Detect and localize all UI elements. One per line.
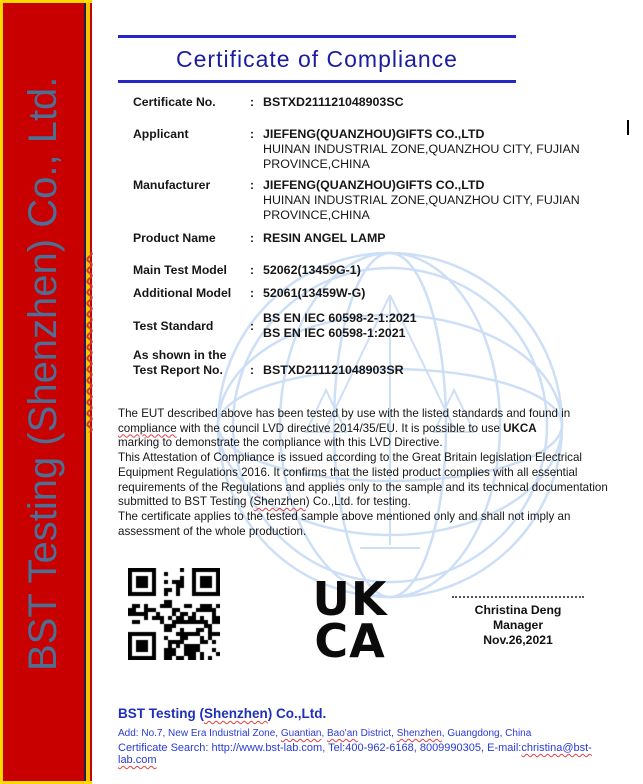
- text-segment: ) Co.,Ltd.: [267, 706, 327, 721]
- footer: [118, 706, 628, 766]
- field-label: Certificate No.: [133, 95, 216, 109]
- text-segment: Shenzhen: [21, 252, 65, 433]
- paragraph-line: [118, 422, 633, 437]
- paragraph-line: [118, 466, 633, 481]
- field-value-line: [263, 157, 580, 172]
- text-segment: Equipment Regulations 2016. It confirms that the listed product complies with all essential: [118, 465, 578, 479]
- text-segment: christina@bst-lab.com: [118, 742, 592, 766]
- text-segment: Certificate Search: http://www.bst-lab.com, Tel:400-962-6168, 8009990305, E-mail:: [118, 742, 522, 754]
- field-label: Test Standard: [133, 318, 214, 333]
- paragraph-line: [118, 495, 633, 510]
- field-value: [263, 178, 580, 223]
- text-segment: Add: No.7, New Era Industrial Zone,: [118, 728, 281, 739]
- footer-contact-line: [118, 742, 628, 766]
- field-row: [133, 178, 638, 223]
- field-row: [133, 231, 638, 246]
- paragraph-line: [118, 436, 633, 451]
- field-colon: :: [250, 127, 255, 141]
- field-row: [133, 95, 638, 110]
- text-segment: with the council LVD directive 2014/35/EU. It is possible to use: [176, 421, 504, 435]
- field-row: [133, 311, 638, 341]
- text-segment: UKCA: [503, 421, 537, 435]
- field-value-line: [263, 178, 580, 193]
- text-segment: The certificate applies to the tested sample above mentioned only and shall not imply an: [118, 509, 571, 523]
- signature-block: [452, 596, 584, 648]
- text-segment: District,: [357, 728, 397, 739]
- qr-code: [128, 568, 220, 660]
- text-segment: compliance: [118, 421, 177, 435]
- text-segment: ) Co.,Ltd. for testing.: [305, 495, 411, 509]
- text-segment: assessment of the whole production.: [118, 524, 307, 538]
- text-segment: This Attestation of Compliance is issued according to the Great Britain legislation Electrical: [118, 451, 582, 465]
- signer-title: Manager: [492, 618, 544, 632]
- field-label: Main Test Model: [133, 263, 227, 277]
- text-segment: RESIN ANGEL LAMP: [263, 231, 386, 245]
- field-value-line: [263, 231, 386, 246]
- text-segment: Shenzhen: [204, 706, 268, 721]
- text-segment: marking to demonstrate the compliance with this LVD Directive.: [118, 436, 443, 450]
- statement-paragraph: [118, 407, 633, 539]
- text-segment: Shenzhen: [253, 495, 306, 509]
- footer-address: [118, 728, 628, 739]
- text-segment: PROVINCE,CHINA: [263, 208, 370, 222]
- field-colon: :: [250, 286, 255, 300]
- field-value: [263, 127, 580, 172]
- field-label: Additional Model: [133, 286, 232, 300]
- certificate-fields: [133, 95, 638, 378]
- paragraph-line: [118, 451, 633, 466]
- field-value: [263, 231, 386, 246]
- paragraph-line: [118, 510, 633, 525]
- text-cursor: [627, 120, 629, 135]
- text-segment: BSTXD211121048903SR: [263, 363, 404, 377]
- field-value-line: [263, 95, 404, 110]
- text-segment: requirements of the Regulations and applies only to the sample and its technical documentation: [118, 480, 608, 494]
- field-value: [263, 363, 404, 378]
- field-value-line: [263, 263, 361, 278]
- text-segment: BS EN IEC 60598-2-1:2021: [263, 311, 417, 325]
- signature-date: Nov.26,2021: [483, 633, 553, 647]
- field-colon: :: [250, 263, 255, 277]
- field-label: Product Name: [133, 231, 216, 245]
- top-rule: [118, 35, 516, 38]
- ukca-mark: [306, 572, 394, 668]
- field-row: [133, 127, 638, 172]
- text-segment: Bao'an: [327, 728, 358, 739]
- field-label: Applicant: [133, 127, 189, 141]
- text-segment: , Guangdong, China: [441, 728, 532, 739]
- signature-dotted-line: [452, 596, 584, 598]
- text-segment: HUINAN INDUSTRIAL ZONE,QUANZHOU CITY, FUJIAN: [263, 193, 580, 207]
- text-segment: ) Co., Ltd.: [21, 76, 65, 253]
- text-segment: HUINAN INDUSTRIAL ZONE,QUANZHOU CITY, FUJIAN: [263, 142, 580, 156]
- text-segment: 52061(13459W-G): [263, 286, 366, 300]
- footer-company-name: [118, 706, 628, 721]
- text-segment: BSTXD211121048903SC: [263, 95, 404, 109]
- field-colon: :: [250, 178, 255, 192]
- text-segment: Guantian: [280, 728, 322, 739]
- text-segment: 52062(13459G-1): [263, 263, 361, 277]
- field-value-line: [263, 193, 580, 208]
- ukca-line-ca: CA: [314, 614, 386, 668]
- text-segment: ,: [321, 728, 328, 739]
- text-segment: Shenzhen: [396, 728, 442, 739]
- text-segment: JIEFENG(QUANZHOU)GIFTS CO.,LTD: [263, 178, 485, 192]
- field-row: [133, 348, 638, 378]
- text-segment: submitted to BST Testing (: [118, 495, 254, 509]
- field-colon: :: [250, 95, 255, 109]
- text-segment: BST Testing (: [21, 432, 65, 671]
- field-value: [263, 95, 404, 110]
- field-colon: :: [250, 318, 255, 333]
- paragraph-line: [118, 407, 633, 422]
- field-value-line: [263, 142, 580, 157]
- field-label: As shown in the Test Report No.: [133, 348, 227, 377]
- ukca-line-uk: UK: [312, 572, 388, 626]
- field-value-line: [263, 127, 580, 142]
- text-segment: BST Testing (: [118, 706, 204, 721]
- field-value-line: [263, 363, 404, 378]
- field-row: [133, 286, 638, 301]
- gold-stripe: [86, 3, 90, 781]
- certificate-body: [92, 0, 643, 539]
- field-row: [133, 263, 638, 278]
- paragraph-line: [118, 525, 633, 540]
- field-colon: :: [250, 231, 255, 245]
- text-segment: The EUT described above has been tested by use with the listed standards and found in: [118, 407, 571, 420]
- field-value-line: [263, 286, 365, 301]
- field-label: Manufacturer: [133, 178, 211, 192]
- signer-name: Christina Deng: [474, 603, 562, 617]
- bottom-rule: [118, 80, 516, 83]
- paragraph-line: [118, 481, 633, 496]
- field-value: [263, 263, 361, 278]
- field-value-line: [263, 208, 580, 223]
- field-value-line: [263, 326, 417, 341]
- title-block: [118, 35, 516, 83]
- text-segment: PROVINCE,CHINA: [263, 157, 370, 171]
- text-segment: JIEFENG(QUANZHOU)GIFTS CO.,LTD: [263, 127, 485, 141]
- vertical-company-name: [21, 47, 66, 671]
- field-value: [263, 286, 365, 301]
- text-segment: BS EN IEC 60598-1:2021: [263, 326, 406, 340]
- field-value: [263, 311, 417, 341]
- field-colon: :: [250, 363, 255, 377]
- page-title: Certificate of Compliance: [176, 46, 458, 72]
- left-red-band: [0, 0, 92, 784]
- field-value-line: [263, 311, 417, 326]
